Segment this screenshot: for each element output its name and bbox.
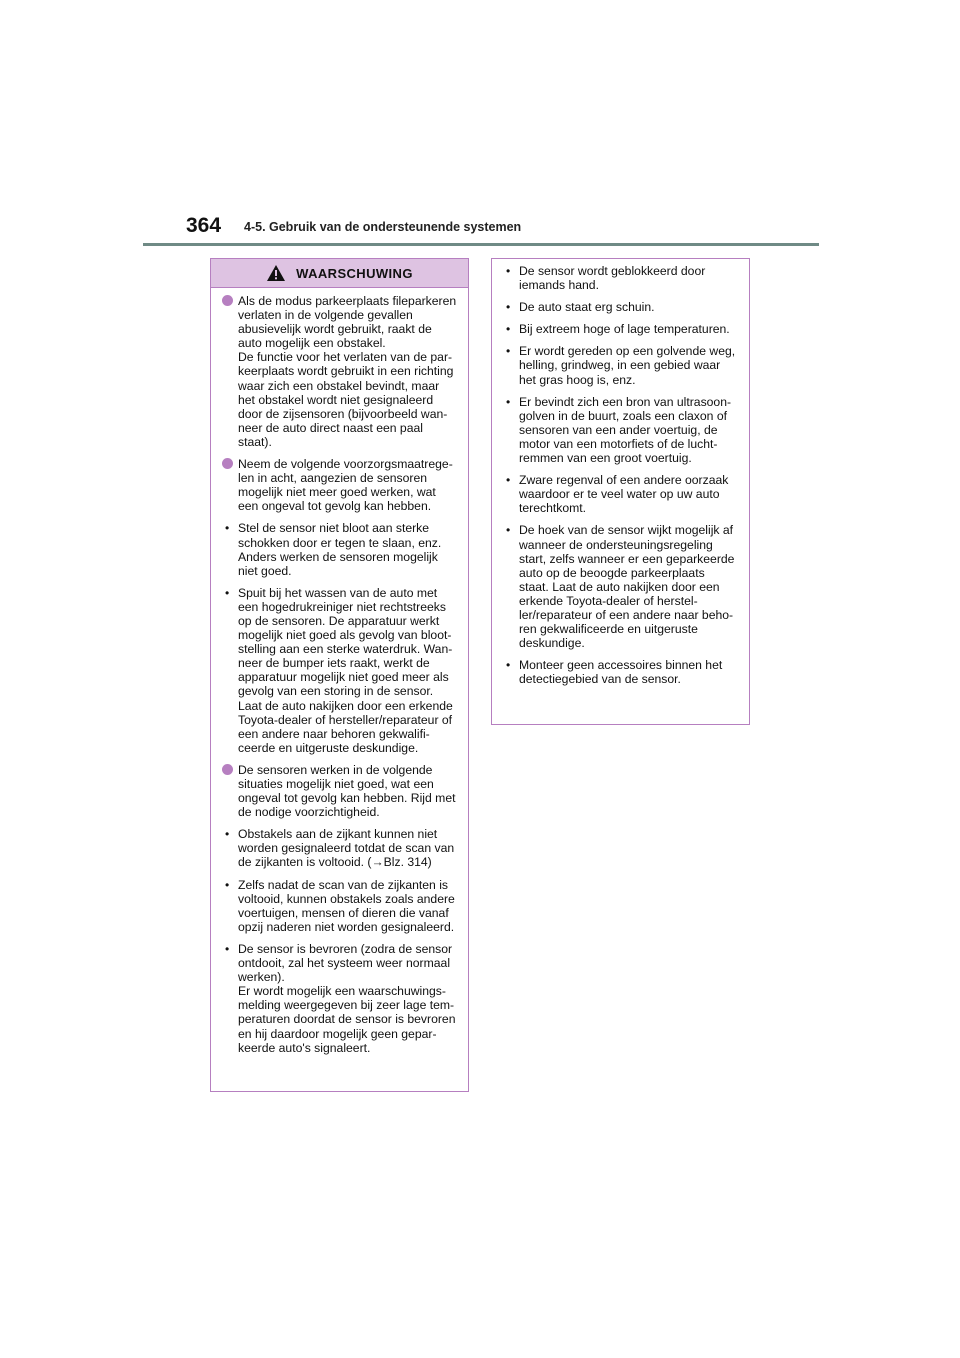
- bullet-item: [502, 523, 739, 650]
- item-text: De sensoren werken in de volgende situaties mogelijk niet goed, wat een ongeval tot gevolg kan hebben. Rijd met de nodige voorzichtigheid.: [238, 762, 456, 820]
- warning-header: [211, 259, 468, 288]
- warning-point: [221, 763, 458, 819]
- dot-bullet-icon: •: [506, 344, 511, 359]
- page-number: 364: [186, 214, 222, 237]
- warning-list-right: [492, 259, 749, 686]
- item-text: De sensor wordt geblokkeerd door iemands hand.: [519, 264, 706, 293]
- bullet-item: [502, 264, 739, 292]
- dot-bullet-icon: •: [506, 264, 511, 278]
- header-rule: [143, 243, 819, 246]
- dot-bullet-icon: •: [225, 827, 230, 842]
- bullet-item: [221, 521, 458, 577]
- dot-bullet-icon: •: [225, 585, 230, 600]
- bullet-item: [502, 300, 739, 314]
- bullet-item: [221, 878, 458, 934]
- section-title: 4-5. Gebruik van de ondersteunende systemen: [244, 220, 522, 234]
- item-text: Zelfs nadat de scan van de zijkanten is voltooid, kunnen obstakels zoals andere voertuigen, mensen of dieren die vanaf opzij naderen niet worden gesignaleerd.: [238, 877, 455, 934]
- circle-bullet-icon: [222, 458, 233, 469]
- dot-bullet-icon: •: [225, 877, 230, 892]
- warning-panel: [210, 258, 469, 1092]
- item-text: Bij extreem hoge of lage temperaturen.: [519, 322, 730, 337]
- item-text: De sensor is bevroren (zodra de sensor ontdooit, zal het systeem weer normaal werken). Er wordt mogelijk een waarschuwings- melding weergegeven bij zeer lage tem- peraturen doordat de sensor is bevroren en hij daardoor mogelijk geen gepar- keerde auto's signaleert.: [238, 941, 456, 1055]
- bullet-item: [502, 344, 739, 386]
- item-text: Spuit bij het wassen van de auto met een hogedrukreiniger niet rechtstreeks op de sensoren. De apparatuur werkt mogelijk niet goed als gevolg van bloot- stelling aan een sterke waterdruk. Wan- neer de bumper iets raakt, werkt de apparatuur mogelijk niet goed meer als gevolg van een storing in de sensor. Laat de auto nakijken door een erkende Toyota-dealer of hersteller/reparateur of een andere naar behoren gekwalifi- ceerde en uitgeruste deskundige.: [238, 585, 453, 755]
- dot-bullet-icon: •: [506, 658, 511, 673]
- item-text: Zware regenval of een andere oorzaak waardoor er te veel water op uw auto terechtkomt.: [519, 473, 729, 516]
- circle-bullet-icon: [222, 764, 233, 775]
- dot-bullet-icon: •: [225, 941, 230, 956]
- dot-bullet-icon: •: [225, 521, 230, 536]
- item-text: Er wordt gereden op een golvende weg, helling, grindweg, in een gebied waar het gras hoog is, enz.: [519, 344, 736, 387]
- bullet-item: [221, 827, 458, 869]
- dot-bullet-icon: •: [506, 322, 511, 337]
- bullet-item: [502, 322, 739, 336]
- item-text: De auto staat erg schuin.: [519, 300, 655, 315]
- dot-bullet-icon: •: [506, 523, 511, 538]
- warning-list-left: [211, 288, 468, 1055]
- item-text: Er bevindt zich een bron van ultrasoon- golven in de buurt, zoals een claxon of sensoren van een ander voertuig, de motor van een motorfiets of de lucht- remmen van een groot voertuig.: [519, 394, 732, 466]
- item-text: Stel de sensor niet bloot aan sterke schokken door er tegen te slaan, enz. Anders werken de sensoren mogelijk niet goed.: [238, 521, 442, 578]
- warning-point: [221, 457, 458, 513]
- item-text: De hoek van de sensor wijkt mogelijk af wanneer de ondersteuningsregeling start, zelfs wanneer er een geparkeerde auto op de beoogde parkeerplaats staat. Laat de auto nakijken door een erkende Toyota-dealer of herstel- ler/reparateur of een andere naar beho- ren gekwalificeerde en uitgeruste deskundige.: [519, 523, 735, 651]
- bullet-item: [502, 473, 739, 515]
- dot-bullet-icon: •: [506, 394, 511, 409]
- bullet-item: [221, 586, 458, 755]
- bullet-item: [221, 942, 458, 1055]
- bullet-item: [502, 395, 739, 465]
- warning-title: WAARSCHUWING: [296, 265, 413, 281]
- warning-point: [221, 294, 458, 449]
- warning-panel-continued: [491, 258, 750, 725]
- item-text: Neem de volgende voorzorgsmaatrege- len in acht, aangezien de sensoren mogelijk niet meer goed werken, wat een ongeval tot gevolg kan hebben.: [238, 457, 453, 514]
- circle-bullet-icon: [222, 295, 233, 306]
- dot-bullet-icon: •: [506, 473, 511, 488]
- bullet-item: [502, 658, 739, 686]
- warning-triangle-icon: [266, 264, 286, 282]
- item-text: Obstakels aan de zijkant kunnen niet worden gesignaleerd totdat de scan van de zijkanten is voltooid. (→Blz. 314): [238, 827, 455, 870]
- dot-bullet-icon: •: [506, 300, 511, 315]
- item-text: Monteer geen accessoires binnen het detectiegebied van de sensor.: [519, 658, 723, 687]
- item-text: Als de modus parkeerplaats fileparkeren verlaten in de volgende gevallen abusievelijk wordt gebruikt, raakt de auto mogelijk een obstakel. De functie voor het verlaten van de par- keerplaats wordt gebruikt in een richting waar zich een obstakel bevindt, maar het obstakel wordt niet gesignaleerd door de zijsensoren (bijvoorbeeld wan- neer de auto direct naast een paal staat).: [238, 294, 457, 449]
